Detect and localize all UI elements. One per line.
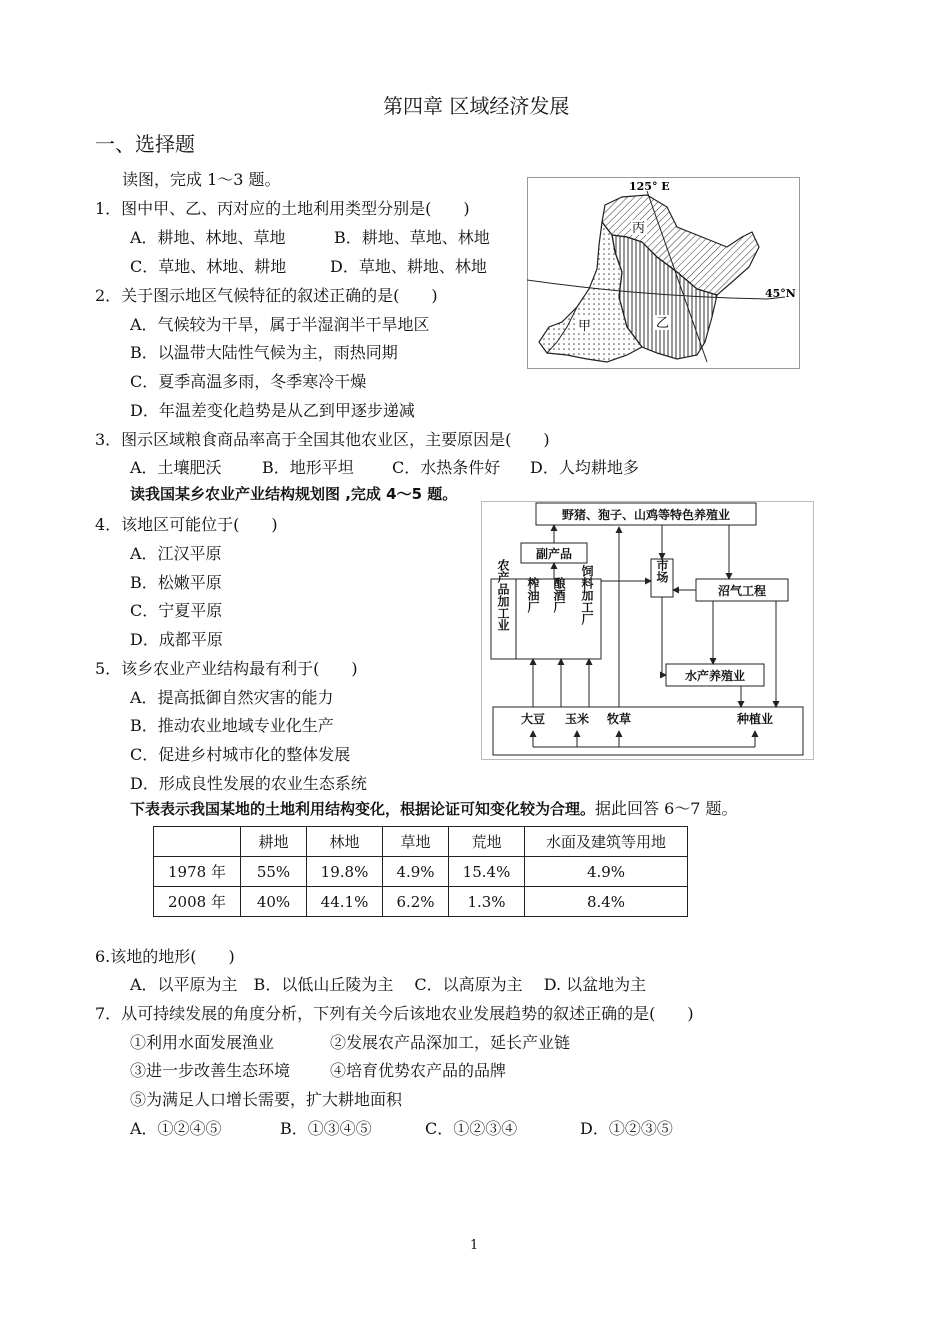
q7-option-b: B．①③④⑤: [280, 1119, 372, 1138]
q4-option-c: C．宁夏平原: [130, 601, 223, 620]
q7-item-4: ④培育优势农产品的品牌: [330, 1061, 507, 1080]
region-bing-label: 丙: [632, 221, 646, 236]
q7-item-3: ③进一步改善生态环境: [130, 1061, 291, 1080]
q7-item-5: ⑤为满足人口增长需要，扩大耕地面积: [130, 1090, 403, 1109]
box-market-label: 市场: [655, 559, 669, 583]
crop-grass-label: 牧草: [606, 712, 632, 726]
table-row: [154, 857, 688, 887]
q3-stem: 3．图示区域粮食商品率高于全国其他农业区，主要原因是( ): [95, 430, 550, 449]
table-cell: 8.4%: [525, 887, 688, 917]
q3-option-d: D．人均耕地多: [530, 458, 639, 477]
q2-stem: 2．关于图示地区气候特征的叙述正确的是( ): [95, 286, 438, 305]
q4-option-a: A．江汉平原: [130, 544, 222, 563]
land-use-map: [527, 177, 800, 369]
proc-oil-label: 榨油厂: [526, 577, 540, 613]
q2-option-c: C．夏季高温多雨，冬季寒冷干燥: [130, 372, 367, 391]
table-cell: 40%: [241, 887, 307, 917]
table-cell: 44.1%: [307, 887, 383, 917]
section-heading: 一、选择题: [95, 132, 195, 156]
table-cell: 6.2%: [383, 887, 449, 917]
q7-option-a: A．①②④⑤: [130, 1119, 222, 1138]
table-cell: 2008 年: [154, 887, 241, 917]
region-jia-label: 甲: [578, 319, 592, 334]
table-cell: 19.8%: [307, 857, 383, 887]
proc-wine-label: 酿酒厂: [552, 577, 566, 613]
q5-option-c: C．促进乡村城市化的整体发展: [130, 745, 351, 764]
q6-options: A．以平原为主 B．以低山丘陵为主 C．以高原为主 D. 以盆地为主: [130, 975, 647, 994]
box-specialty-farming-label: 野猪、狍子、山鸡等特色养殖业: [561, 508, 731, 522]
q6-stem: 6.该地的地形( ): [95, 947, 235, 966]
group3-intro-tail: 据此回答 6～7 题。: [595, 799, 738, 818]
q1-option-c: C．草地、林地、耕地: [130, 257, 287, 276]
q3-option-c: C．水热条件好: [392, 458, 501, 477]
q7-item-2: ②发展农产品深加工，延长产业链: [330, 1033, 571, 1052]
table-cell: 1.3%: [449, 887, 525, 917]
box-byproduct-label: 副产品: [535, 547, 573, 561]
table-header-cell: 水面及建筑等用地: [525, 827, 688, 857]
box-biogas-label: 沼气工程: [717, 584, 767, 598]
q7-item-1: ①利用水面发展渔业: [130, 1033, 275, 1052]
crop-soy-label: 大豆: [520, 712, 546, 726]
group3-intro: [130, 796, 738, 819]
q4-option-d: D．成都平原: [130, 630, 223, 649]
table-cell: 1978 年: [154, 857, 241, 887]
group3-intro-bold: 下表表示我国某地的土地利用结构变化，根据论证可知变化较为合理。: [130, 800, 596, 818]
q7-stem: 7．从可持续发展的角度分析，下列有关今后该地农业发展趋势的叙述正确的是( ): [95, 1004, 694, 1023]
region-yi-label: 乙: [656, 316, 670, 331]
table-header-cell: [154, 827, 241, 857]
group1-intro: 读图，完成 1～3 题。: [122, 170, 281, 189]
lat-label: 45°N: [765, 287, 796, 300]
table-cell: 55%: [241, 857, 307, 887]
table-header-cell: 耕地: [241, 827, 307, 857]
q5-stem: 5．该乡农业产业结构最有利于( ): [95, 659, 358, 678]
group2-intro: 读我国某乡农业产业结构规划图 ,完成 4～5 题。: [130, 485, 458, 503]
proc-agri-label: 农产品加工业: [496, 559, 510, 631]
table-cell: 15.4%: [449, 857, 525, 887]
q5-option-a: A．提高抵御自然灾害的能力: [130, 688, 334, 707]
q7-option-d: D．①②③⑤: [580, 1119, 673, 1138]
q1-option-a: A．耕地、林地、草地: [130, 228, 286, 247]
page-number: 1: [470, 1238, 479, 1253]
q4-stem: 4．该地区可能位于( ): [95, 515, 278, 534]
q5-option-d: D．形成良性发展的农业生态系统: [130, 774, 367, 793]
table-cell: 4.9%: [383, 857, 449, 887]
q3-option-a: A．土壤肥沃: [130, 458, 222, 477]
q1-option-b: B．耕地、草地、林地: [334, 228, 490, 247]
table-header-row: [154, 827, 688, 857]
q5-option-b: B．推动农业地域专业化生产: [130, 716, 334, 735]
planting-label: 种植业: [736, 712, 774, 726]
lon-label: 125° E: [629, 180, 670, 193]
crop-corn-label: 玉米: [564, 712, 590, 726]
q1-option-d: D．草地、耕地、林地: [330, 257, 487, 276]
table-row: [154, 887, 688, 917]
table-header-cell: 荒地: [449, 827, 525, 857]
land-use-table: [153, 826, 688, 917]
q4-option-b: B．松嫩平原: [130, 573, 222, 592]
agri-structure-diagram: [481, 501, 814, 760]
table-header-cell: 草地: [383, 827, 449, 857]
q2-option-b: B．以温带大陆性气候为主，雨热同期: [130, 343, 398, 362]
table-header-cell: 林地: [307, 827, 383, 857]
page-title: 第四章 区域经济发展: [383, 94, 570, 118]
proc-feed-label: 饲料加工厂: [580, 565, 594, 625]
q3-option-b: B．地形平坦: [262, 458, 354, 477]
table-cell: 4.9%: [525, 857, 688, 887]
q1-stem: 1．图中甲、乙、丙对应的土地利用类型分别是( ): [95, 199, 470, 218]
q2-option-d: D．年温差变化趋势是从乙到甲逐步递减: [130, 401, 415, 420]
box-aquaculture-label: 水产养殖业: [684, 669, 746, 683]
q7-option-c: C．①②③④: [425, 1119, 518, 1138]
q2-option-a: A．气候较为干旱，属于半湿润半干旱地区: [130, 315, 430, 334]
